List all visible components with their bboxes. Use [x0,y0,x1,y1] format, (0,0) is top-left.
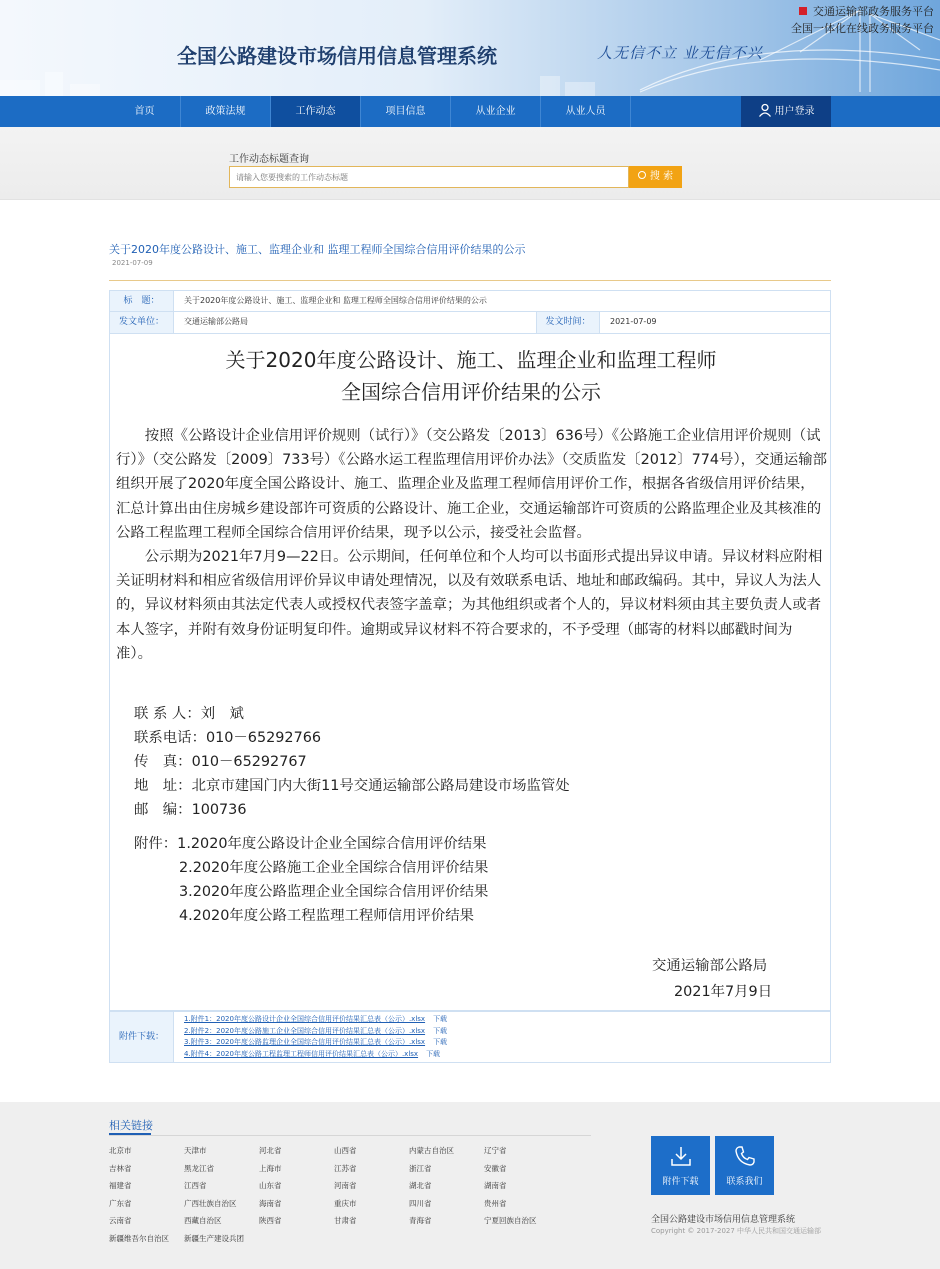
nav-personnel[interactable]: 从业人员 [541,96,631,127]
paragraph-1: 按照《公路设计企业信用评价规则（试行）》（交公路发〔2013〕636号）《公路施工企业信用评价规则（试行）》（交公路发〔2009〕733号）《公路水运工程监理信用评价办法》（交质监发〔2012〕774号），交通运输部组织开展了2020年度全国公路设计、施工、监理企业及监理工程师信用评价工作，根据各省级信用评价结果，汇总计算出由住房城乡建设部许可资质的公路设计、施工企业，交通运输部许可资质的公路监理企业及其核准的公路工程监理工程师全国综合信用评价结果，现予以公示，接受社会监督。 [116,428,827,541]
article-body [116,424,828,666]
attachment-item: 4.2020年度公路工程监理工程师信用评价结果 [179,908,474,924]
contact-address: 地 址：北京市建国门内大街11号交通运输部公路局建设市场监管处 [134,778,570,794]
footer-contact-button[interactable]: 联系我们 [715,1136,774,1195]
link-row [109,1215,591,1233]
signature-date: 2021年7月9日 [674,984,773,1000]
download-file-link[interactable]: 2.附件2：2020年度公路施工企业全国综合信用评价结果汇总表（公示）.xlsx [184,1026,426,1035]
contact-fax: 传 真：010－65292767 [134,754,307,770]
top-links [791,3,934,37]
related-links-title: 相关链接 [109,1119,153,1132]
link-row [109,1233,591,1251]
divider [109,280,831,281]
download-button[interactable]: 下载 [433,1015,448,1023]
article-date: 2021-07-09 [112,259,153,267]
main-nav [0,96,940,127]
attachment-item: 2.2020年度公路施工企业全国综合信用评价结果 [179,860,489,876]
link-row [109,1145,591,1163]
meta-row-title [110,291,830,312]
slogan: 人无信不立 业无信不兴 [597,44,763,62]
nav-home[interactable]: 首页 [109,96,181,127]
search-input[interactable] [229,166,629,188]
province-link[interactable]: 北京市 [109,1146,132,1155]
search-label: 工作动态标题查询 [229,154,309,165]
province-link[interactable]: 新疆维吾尔自治区 [109,1233,169,1243]
province-link[interactable]: 安徽省 [484,1163,507,1173]
downloads-list [184,1014,447,1060]
province-link[interactable]: 新疆生产建设兵团 [184,1233,244,1243]
province-link[interactable]: 山西省 [334,1146,357,1155]
province-link[interactable]: 西藏自治区 [184,1216,222,1225]
province-link[interactable]: 广西壮族自治区 [184,1198,237,1208]
site-title: 全国公路建设市场信用信息管理系统 [177,44,497,68]
province-link[interactable]: 青海省 [409,1216,432,1225]
related-links-grid [109,1145,591,1250]
download-item [184,1049,447,1061]
province-link[interactable]: 浙江省 [409,1163,432,1173]
province-link[interactable]: 天津市 [184,1146,207,1155]
province-link[interactable]: 黑龙江省 [184,1163,214,1173]
attachment-item: 附件：1.2020年度公路设计企业全国综合信用评价结果 [134,836,487,852]
province-link[interactable]: 河北省 [259,1146,282,1155]
paragraph-2: 公示期为2021年7月9—22日。公示期间，任何单位和个人均可以书面形式提出异议申请。异议材料应附相关证明材料和相应省级信用评价异议申请处理情况，以及有效联系电话、地址和邮政编码。其中，异议人为法人的，异议材料须由其法定代表人或授权代表签字盖章；为其他组织或者个人的，异议材料须由其主要负责人或者本人签字，并附有效身份证明复印件。逾期或异议材料不符合要求的，不予受理（邮寄的材料以邮戳时间为准）。 [116,549,823,662]
login-button[interactable]: 用户登录 [741,96,831,127]
meta-time-key: 发文时间： [536,312,600,333]
download-button[interactable]: 下载 [426,1049,441,1058]
province-link[interactable]: 福建省 [109,1181,132,1190]
nav-projects[interactable]: 项目信息 [361,96,451,127]
nav-policy[interactable]: 政策法规 [181,96,271,127]
province-link[interactable]: 湖南省 [484,1181,507,1190]
search-area [0,127,940,200]
download-item [184,1037,447,1049]
province-link[interactable]: 山东省 [259,1181,282,1190]
province-link[interactable]: 江苏省 [334,1163,357,1173]
province-link[interactable]: 吉林省 [109,1163,132,1173]
meta-time-value: 2021-07-09 [610,317,657,326]
article-content [109,332,831,1011]
signature-org: 交通运输部公路局 [652,958,768,974]
meta-title-key: 标 题： [110,291,174,311]
province-link[interactable]: 湖北省 [409,1181,432,1190]
links-divider [109,1135,591,1136]
top-link-gov-service[interactable]: 交通运输部政务服务平台 [791,3,934,20]
contact-person: 联 系 人：刘 斌 [134,706,244,722]
downloads-box [109,1011,831,1063]
search-button[interactable]: 搜 索 [629,166,682,188]
top-link-national-platform[interactable]: 全国一体化在线政务服务平台 [791,22,934,35]
link-row [109,1198,591,1216]
download-item [184,1026,447,1038]
download-button[interactable]: 下载 [433,1026,448,1035]
province-link[interactable]: 辽宁省 [484,1146,507,1155]
province-link[interactable]: 陕西省 [259,1216,282,1225]
province-link[interactable]: 贵州省 [484,1198,507,1208]
article-meta-table [109,290,831,334]
download-file-link[interactable]: 4.附件4：2020年度公路工程监理工程师信用评价结果汇总表（公示）.xlsx [184,1049,419,1058]
user-icon [758,103,772,117]
meta-unit-value: 交通运输部公路局 [184,317,248,326]
footer-copyright: Copyright © 2017-2027 中华人民共和国交通运输部 [651,1227,822,1235]
link-row [109,1163,591,1181]
province-link[interactable]: 宁夏回族自治区 [484,1216,537,1225]
footer-download-button[interactable]: 附件下载 [651,1136,710,1195]
contact-info [134,702,570,822]
province-link[interactable]: 江西省 [184,1181,207,1190]
province-link[interactable]: 重庆市 [334,1198,357,1208]
province-link[interactable]: 甘肃省 [334,1216,357,1225]
footer-site-name: 全国公路建设市场信用信息管理系统 [651,1215,796,1225]
footer [0,1102,940,1269]
meta-row-unit [110,312,830,333]
link-row [109,1180,591,1198]
province-link[interactable]: 云南省 [109,1216,132,1225]
province-link[interactable]: 上海市 [259,1163,282,1173]
download-file-link[interactable]: 1.附件1：2020年度公路设计企业全国综合信用评价结果汇总表（公示）.xlsx [184,1015,426,1023]
download-file-link[interactable]: 3.附件3：2020年度公路监理企业全国综合信用评价结果汇总表（公示）.xlsx [184,1038,426,1046]
province-link[interactable]: 河南省 [334,1181,357,1190]
search-icon [638,171,646,179]
province-link[interactable]: 四川省 [409,1198,432,1208]
nav-work-news[interactable]: 工作动态 [271,96,361,127]
nav-enterprises[interactable]: 从业企业 [451,96,541,127]
meta-unit-key: 发文单位： [110,312,174,333]
meta-title-value: 关于2020年度公路设计、施工、监理企业和 监理工程师全国综合信用评价结果的公示 [184,296,487,305]
download-item [184,1014,447,1026]
document-title: 关于2020年度公路设计、施工、监理企业和监理工程师 全国综合信用评价结果的公示 [225,348,717,404]
attachment-item: 3.2020年度公路监理企业全国综合信用评价结果 [179,884,489,900]
downloads-label: 附件下载： [110,1012,174,1062]
phone-icon [733,1144,757,1168]
article-title-link[interactable]: 关于2020年度公路设计、施工、监理企业和 监理工程师全国综合信用评价结果的公示 [109,243,526,256]
contact-phone: 联系电话：010－65292766 [134,730,322,746]
province-link[interactable]: 海南省 [259,1198,282,1208]
download-icon [669,1144,693,1168]
contact-postcode: 邮 编：100736 [134,802,247,818]
province-link[interactable]: 广东省 [109,1198,132,1208]
attachments-list [134,832,488,928]
province-link[interactable]: 内蒙古自治区 [409,1146,454,1155]
red-square-icon [799,7,807,15]
download-button[interactable]: 下载 [433,1038,448,1046]
header-banner [0,0,940,96]
